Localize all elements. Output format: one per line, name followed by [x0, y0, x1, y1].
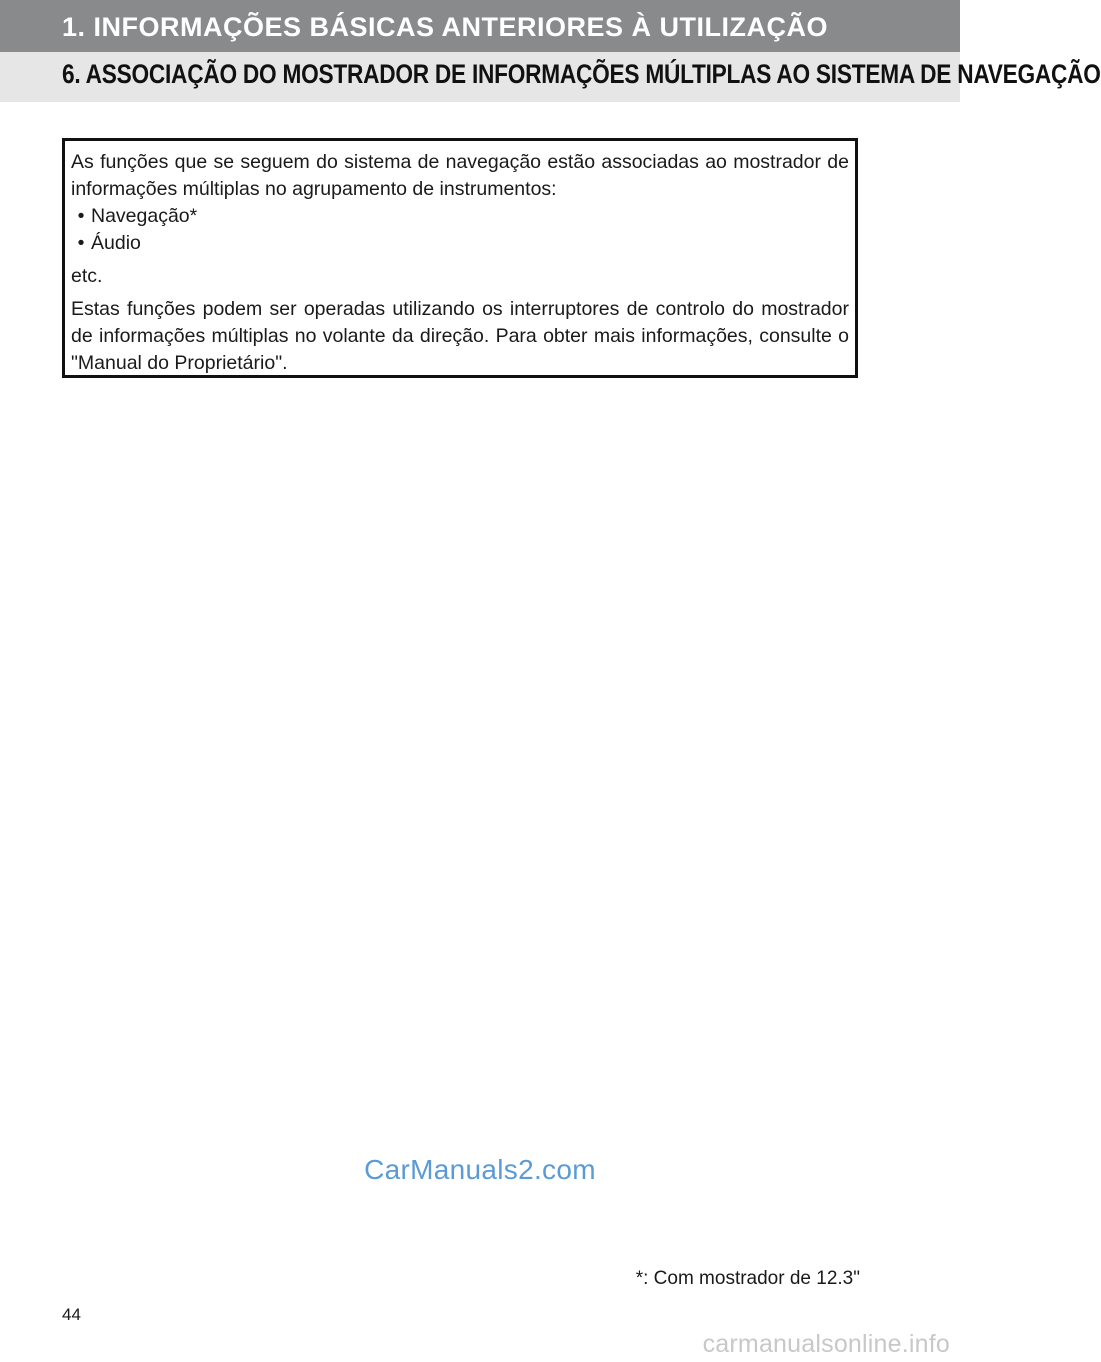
section-title: 6. ASSOCIAÇÃO DO MOSTRADOR DE INFORMAÇÕES MÚLTIPLAS AO SISTEMA DE NAVEGAÇÃO: [62, 59, 1101, 89]
bullet-icon: •: [77, 205, 85, 227]
section-header-band: [0, 52, 1101, 102]
page-number: 44: [62, 1305, 81, 1324]
list-item: [71, 230, 849, 257]
bullet-icon: •: [77, 232, 85, 254]
chapter-header-bar: [0, 0, 960, 52]
list-item-label: Navegação*: [91, 205, 198, 227]
list-item: [71, 203, 849, 230]
info-box: [62, 138, 858, 378]
etc-text: etc.: [71, 265, 103, 287]
watermark: CarManuals2.com: [364, 1154, 596, 1185]
site-watermark: carmanualsonline.info: [702, 1330, 950, 1358]
list-item-label: Áudio: [91, 232, 141, 254]
footnote: *: Com mostrador de 12.3": [635, 1268, 860, 1289]
chapter-title: 1. INFORMAÇÕES BÁSICAS ANTERIORES À UTILIZAÇÃO: [62, 12, 829, 42]
body-text: Estas funções podem ser operadas utilizando os interruptores de controlo do mostrador de informações múltiplas no volante da direção. Para obter mais informações, consulte o "Manual do Proprietário".: [71, 298, 849, 374]
intro-text: As funções que se seguem do sistema de navegação estão associadas ao mostrador de informações múltiplas no agrupamento de instrumentos:: [71, 151, 849, 200]
